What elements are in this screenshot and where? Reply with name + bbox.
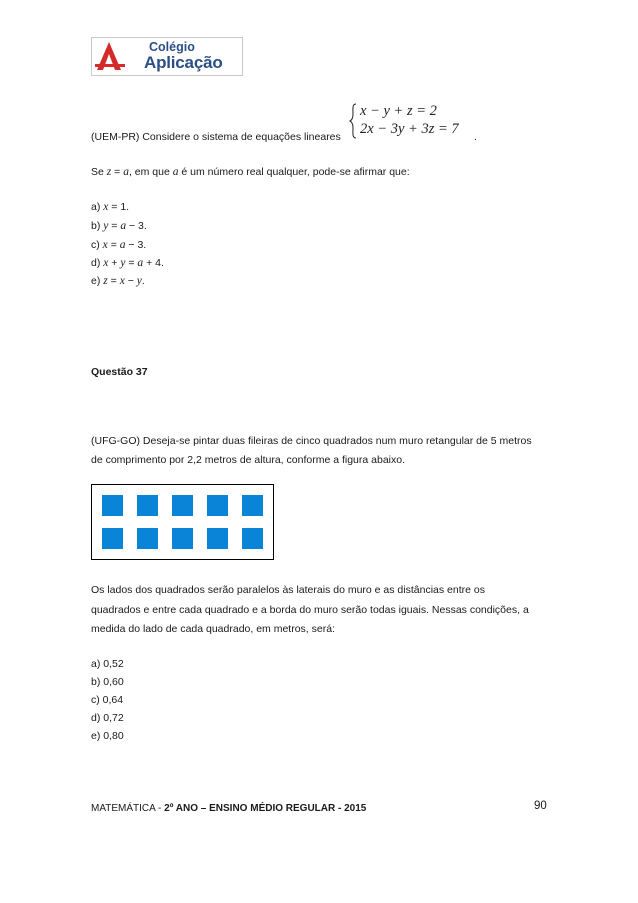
- q37-option-d: d) 0,72: [91, 712, 124, 724]
- footer-grade: 2º ANO – ENSINO MÉDIO REGULAR - 2015: [164, 803, 367, 814]
- logo-text-line1: Colégio: [149, 40, 195, 54]
- painted-square: [242, 495, 263, 516]
- painted-square: [102, 495, 123, 516]
- painted-square: [207, 495, 228, 516]
- q37-para-line3: medida do lado de cada quadrado, em metros, será:: [91, 623, 335, 635]
- painted-square: [102, 528, 123, 549]
- q36-stem: Se z = a, em que a é um número real qualquer, pode-se afirmar que:: [91, 166, 410, 178]
- q37-option-c: c) 0,64: [91, 694, 124, 706]
- q37-para-line1: Os lados dos quadrados serão paralelos às laterais do muro e as distâncias entre os: [91, 584, 485, 596]
- painted-square: [137, 528, 158, 549]
- logo-triangle-icon: [95, 40, 125, 72]
- q36-intro: (UEM-PR) Considere o sistema de equações lineares: [91, 131, 341, 143]
- painted-square: [172, 528, 193, 549]
- system-brace: [349, 103, 357, 139]
- q36-option-c: c) x = a − 3.: [91, 239, 147, 251]
- painted-square: [207, 528, 228, 549]
- q36-option-a: a) x = 1.: [91, 201, 130, 213]
- q36-option-d: d) x + y = a + 4.: [91, 257, 164, 269]
- wall-figure: [91, 484, 274, 560]
- q37-option-e: e) 0,80: [91, 730, 124, 742]
- painted-square: [242, 528, 263, 549]
- q37-option-b: b) 0,60: [91, 676, 124, 688]
- q37-text-line1: (UFG-GO) Deseja-se pintar duas fileiras de cinco quadrados num muro retangular de 5 metros: [91, 435, 532, 447]
- page-footer: [91, 803, 366, 814]
- q37-text-line2: de comprimento por 2,2 metros de altura, conforme a figura abaixo.: [91, 454, 405, 466]
- equation-system: [349, 102, 469, 140]
- painted-square: [172, 495, 193, 516]
- logo-text-line2: Aplicação: [144, 53, 223, 72]
- q37-title: Questão 37: [91, 366, 148, 378]
- q37-option-a: a) 0,52: [91, 658, 124, 670]
- q36-option-e: e) z = x − y.: [91, 275, 145, 287]
- page-number: 90: [534, 800, 547, 812]
- system-period: .: [474, 131, 477, 143]
- school-logo: [91, 37, 243, 76]
- system-equation-1: x − y + z = 2: [360, 103, 437, 119]
- system-equation-2: 2x − 3y + 3z = 7: [360, 121, 459, 137]
- q36-option-b: b) y = a − 3.: [91, 220, 147, 232]
- painted-square: [137, 495, 158, 516]
- q37-para-line2: quadrados e entre cada quadrado e a borda do muro serão todas iguais. Nessas condições, a: [91, 604, 529, 616]
- footer-subject: MATEMÁTICA -: [91, 803, 165, 814]
